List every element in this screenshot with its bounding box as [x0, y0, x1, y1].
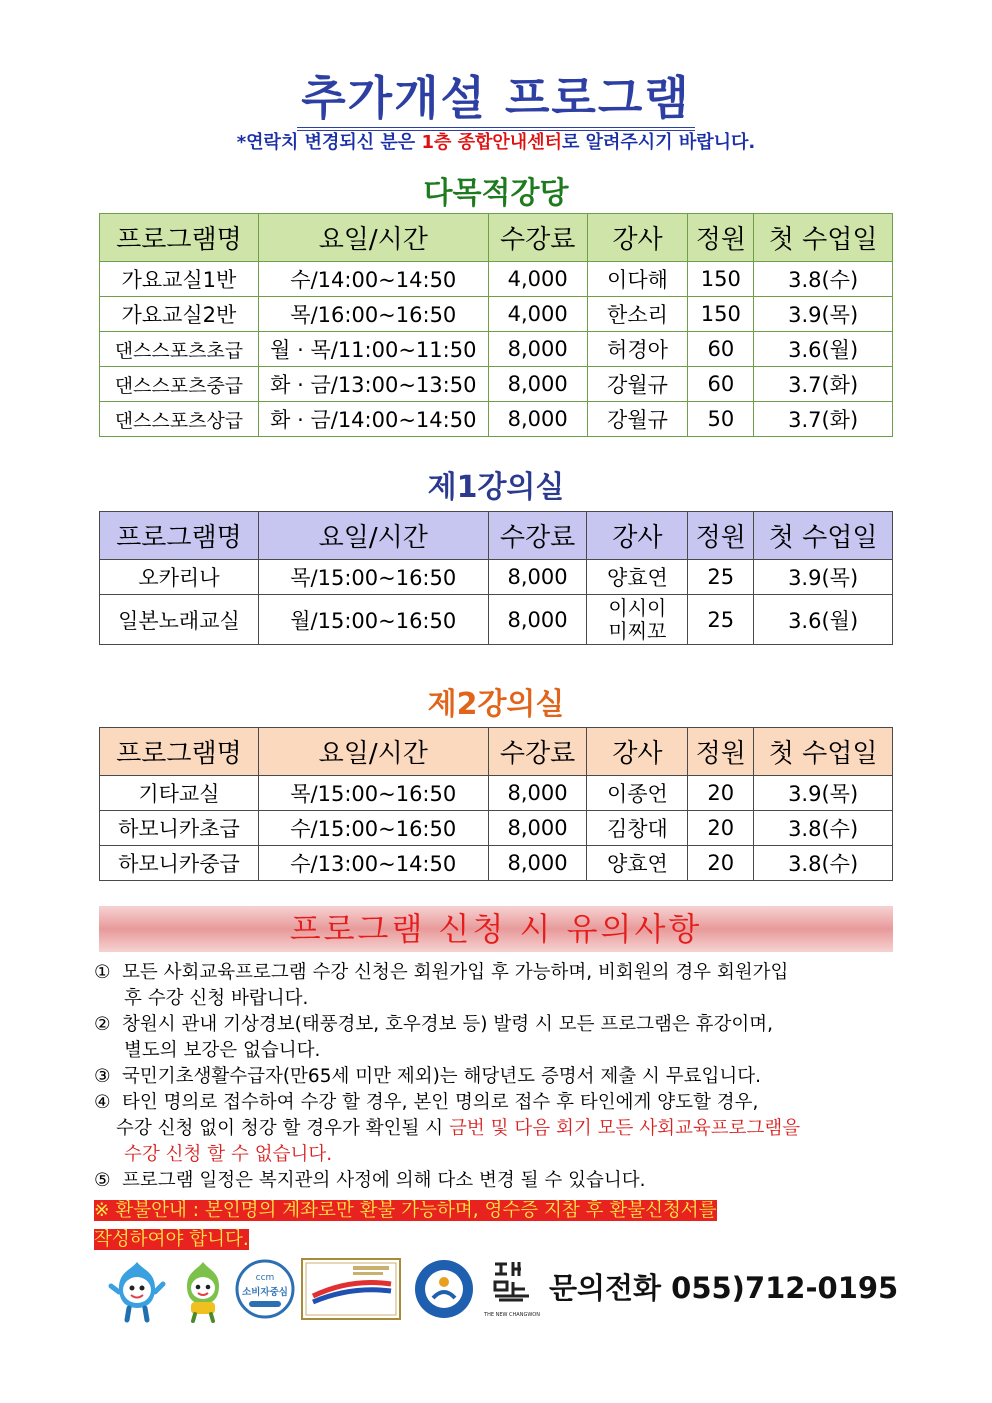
rule-text: 국민기초생활수급자(만65세 미만 제외)는 해당년도 증명서 제출 시 무료입니다.: [122, 1066, 762, 1087]
new-changwon-label: THE NEW CHANGWON: [484, 1312, 540, 1318]
caution-rules: [94, 960, 898, 1254]
cell-capacity: 20: [688, 846, 754, 881]
table-row: [100, 776, 893, 811]
table-row: [100, 595, 893, 645]
header-first-class: 첫 수업일: [754, 728, 893, 776]
cell-first-class: 3.9(목): [754, 297, 893, 332]
cell-first-class: 3.9(목): [754, 776, 893, 811]
rule-text: 모든 사회교육프로그램 수강 신청은 회원가입 후 가능하며, 비회원의 경우 회원가입: [122, 962, 789, 983]
header-first-class: 첫 수업일: [754, 512, 893, 560]
cell-fee: 8,000: [488, 367, 587, 402]
cell-program: 오카리나: [100, 560, 259, 595]
caution-heading: 프로그램 신청 시 유의사항: [99, 906, 893, 952]
cell-fee: 8,000: [488, 402, 587, 437]
cell-capacity: 20: [688, 776, 754, 811]
cell-capacity: 150: [688, 262, 754, 297]
cell-program: 댄스스포츠초급: [100, 332, 259, 367]
cell-capacity: 20: [688, 811, 754, 846]
service-quality-logo: [301, 1258, 401, 1320]
footer: [99, 1258, 899, 1328]
rule-text: 타인 명의로 접수하여 수강 할 경우, 본인 명의로 접수 후 타인에게 양도할 경우,: [122, 1092, 759, 1113]
lecture-room-2-table: [99, 727, 893, 881]
cell-first-class: 3.8(수): [754, 811, 893, 846]
cell-instructor: 양효연: [587, 846, 688, 881]
table-row: [100, 402, 893, 437]
table-header-row: [100, 214, 893, 262]
refund-notice: [94, 1196, 898, 1254]
table-row: [100, 367, 893, 402]
cell-fee: 4,000: [488, 262, 587, 297]
header-program: 프로그램명: [100, 512, 259, 560]
table-row: [100, 262, 893, 297]
cell-first-class: 3.9(목): [754, 560, 893, 595]
header-instructor: 강사: [587, 512, 688, 560]
cell-fee: 8,000: [488, 595, 587, 645]
cell-first-class: 3.7(화): [754, 367, 893, 402]
section-title-lecture-room-2: 제2강의실: [427, 687, 565, 722]
cell-capacity: 25: [688, 595, 754, 645]
cell-program: 하모니카중급: [100, 846, 259, 881]
rule-warning-text-continued: 수강 신청 할 수 없습니다.: [124, 1144, 333, 1165]
cell-program: 댄스스포츠상급: [100, 402, 259, 437]
ccm-label: ccm: [255, 1273, 275, 1283]
contact-change-notice: *연락치 변경되신 분은 1층 종합안내센터로 알려주시기 바랍니다.: [236, 132, 756, 153]
table-header-row: [100, 728, 893, 776]
cell-fee: 8,000: [488, 332, 587, 367]
rule-4: [94, 1090, 898, 1168]
cell-instructor: 양효연: [587, 560, 688, 595]
header-capacity: 정원: [688, 214, 754, 262]
cell-schedule: 수/13:00~14:50: [258, 846, 488, 881]
header-schedule: 요일/시간: [258, 214, 488, 262]
cell-program: 가요교실1반: [100, 262, 259, 297]
rule-text: 창원시 관내 기상경보(태풍경보, 호우경보 등) 발령 시 모든 프로그램은 휴강이며,: [122, 1014, 773, 1035]
cell-schedule: 목/16:00~16:50: [258, 297, 488, 332]
cell-capacity: 60: [688, 367, 754, 402]
header-instructor: 강사: [587, 728, 688, 776]
cell-instructor: 이시이 미찌꼬: [587, 595, 688, 645]
table-row: [100, 332, 893, 367]
cell-schedule: 수/15:00~16:50: [258, 811, 488, 846]
header-fee: 수강료: [488, 214, 587, 262]
cell-instructor: 이종언: [587, 776, 688, 811]
cell-first-class: 3.7(화): [754, 402, 893, 437]
refund-notice-line1: ※ 환불안내 : 본인명의 계좌로만 환불 가능하며, 영수증 지참 후 환불신청서를: [94, 1200, 717, 1221]
cell-capacity: 50: [688, 402, 754, 437]
cell-instructor: 한소리: [587, 297, 688, 332]
cell-first-class: 3.6(월): [754, 332, 893, 367]
cell-fee: 8,000: [488, 560, 587, 595]
cell-instructor: 이다해: [587, 262, 688, 297]
cell-first-class: 3.6(월): [754, 595, 893, 645]
cell-schedule: 목/15:00~16:50: [258, 776, 488, 811]
rule-2: [94, 1012, 898, 1064]
rule-number: ⑤: [94, 1170, 111, 1191]
cell-fee: 8,000: [488, 846, 587, 881]
header-fee: 수강료: [488, 512, 587, 560]
cell-instructor: 강월규: [587, 402, 688, 437]
header-schedule: 요일/시간: [258, 512, 488, 560]
cell-schedule: 수/14:00~14:50: [258, 262, 488, 297]
cell-fee: 8,000: [488, 776, 587, 811]
cell-schedule: 월 · 목/11:00~11:50: [258, 332, 488, 367]
rule-text: 프로그램 일정은 복지관의 사정에 의해 다소 변경 될 수 있습니다.: [122, 1170, 646, 1191]
rule-number: ④: [94, 1092, 111, 1113]
header-capacity: 정원: [688, 728, 754, 776]
table-header-row: [100, 512, 893, 560]
cell-program: 가요교실2반: [100, 297, 259, 332]
cell-capacity: 25: [688, 560, 754, 595]
section-title-auditorium: 다목적강당: [423, 176, 569, 211]
rule-text-continued: 별도의 보강은 없습니다.: [124, 1040, 321, 1061]
page-title: 추가개설 프로그램: [0, 62, 992, 128]
header-first-class: 첫 수업일: [754, 214, 893, 262]
refund-notice-line2: 작성하여야 합니다.: [94, 1229, 249, 1250]
rule-number: ①: [94, 962, 111, 983]
table-row: [100, 560, 893, 595]
rule-text-continued: 수강 신청 없이 청강 할 경우가 확인될 시: [116, 1118, 449, 1139]
cell-program: 하모니카초급: [100, 811, 259, 846]
section-title-lecture-room-1: 제1강의실: [427, 470, 565, 505]
new-changwon-logo: [484, 1258, 540, 1320]
rule-text-continued: 후 수강 신청 바랍니다.: [124, 988, 309, 1009]
cell-first-class: 3.8(수): [754, 846, 893, 881]
cell-fee: 4,000: [488, 297, 587, 332]
rule-3: [94, 1064, 898, 1090]
header-program: 프로그램명: [100, 728, 259, 776]
rule-warning-text: 금번 및 다음 회기 모든 사회교육프로그램을: [448, 1118, 801, 1139]
cell-schedule: 화 · 금/14:00~14:50: [258, 402, 488, 437]
header-instructor: 강사: [587, 214, 688, 262]
cell-schedule: 목/15:00~16:50: [258, 560, 488, 595]
cell-schedule: 월/15:00~16:50: [258, 595, 488, 645]
ccm-main-label: 소비자중심: [242, 1287, 288, 1298]
cell-instructor: 강월규: [587, 367, 688, 402]
rule-5: [94, 1168, 898, 1194]
ccm-badge-icon: [235, 1258, 295, 1320]
rule-number: ②: [94, 1014, 111, 1035]
cell-fee: 8,000: [488, 811, 587, 846]
header-schedule: 요일/시간: [258, 728, 488, 776]
table-row: [100, 297, 893, 332]
human-rights-logo: [413, 1258, 475, 1320]
header-fee: 수강료: [488, 728, 587, 776]
cell-schedule: 화 · 금/13:00~13:50: [258, 367, 488, 402]
cell-program: 댄스스포츠중급: [100, 367, 259, 402]
table-row: [100, 846, 893, 881]
cell-instructor: 김창대: [587, 811, 688, 846]
cell-instructor: 허경아: [587, 332, 688, 367]
cell-first-class: 3.8(수): [754, 262, 893, 297]
cell-program: 일본노래교실: [100, 595, 259, 645]
rule-1: [94, 960, 898, 1012]
header-capacity: 정원: [688, 512, 754, 560]
lecture-room-1-table: [99, 511, 893, 645]
cell-capacity: 60: [688, 332, 754, 367]
cell-program: 기타교실: [100, 776, 259, 811]
green-mascot-icon: [175, 1258, 231, 1322]
header-program: 프로그램명: [100, 214, 259, 262]
inquiry-phone: 문의전화 055)712-0195: [549, 1271, 899, 1305]
blue-mascot-icon: [109, 1258, 165, 1322]
cell-capacity: 150: [688, 297, 754, 332]
table-row: [100, 811, 893, 846]
rule-number: ③: [94, 1066, 111, 1087]
auditorium-program-table: [99, 213, 893, 437]
